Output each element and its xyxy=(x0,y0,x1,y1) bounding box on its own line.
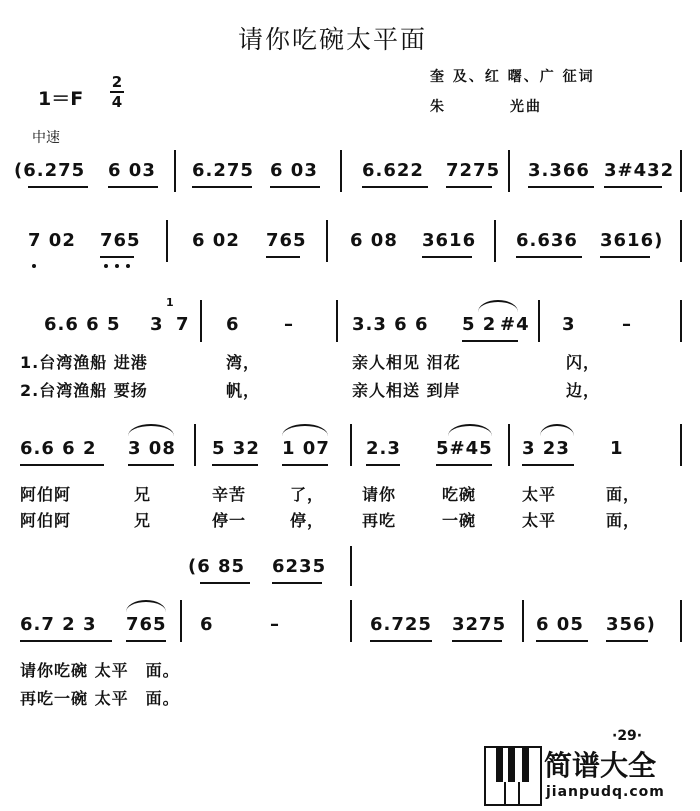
slur xyxy=(128,424,174,436)
slur xyxy=(126,600,166,612)
beam xyxy=(362,186,428,188)
note-group: 765 xyxy=(126,614,167,635)
lyricist-credit: 奎 及、红 曙、广 征词 xyxy=(430,69,595,85)
beam xyxy=(200,582,250,584)
beam xyxy=(20,640,112,642)
beam xyxy=(536,640,588,642)
dash: – xyxy=(270,614,280,635)
watermark-logo xyxy=(484,744,696,806)
time-signature xyxy=(110,74,124,110)
slur xyxy=(282,424,328,436)
note: 1 xyxy=(610,438,624,459)
note-group: 6235 xyxy=(272,556,327,577)
bar-line xyxy=(680,424,682,466)
note-group: 5 32 xyxy=(212,438,260,459)
note: 3 xyxy=(562,314,576,335)
note: #4 xyxy=(500,314,530,335)
bar-line xyxy=(194,424,196,466)
lyric-verse-2: 面， xyxy=(606,511,641,530)
lyric-verse-2: 太平 xyxy=(522,511,557,530)
note-group: 6.6 6 2 xyxy=(20,438,97,459)
beam xyxy=(282,464,328,466)
bar-line xyxy=(680,220,682,262)
lyric-verse-1: 阿伯阿 xyxy=(20,485,72,504)
note-group: 5#45 xyxy=(436,438,493,459)
lyric-verse-1: 1.台湾渔船 进港 xyxy=(20,353,148,372)
watermark-url: jianpudq.com xyxy=(546,784,665,800)
beam xyxy=(192,186,252,188)
bar-line xyxy=(680,600,682,642)
lyric-verse-2: 再吃 xyxy=(362,511,397,530)
note-group: 3616) xyxy=(600,230,664,251)
lyric-verse-1: 湾， xyxy=(226,353,261,372)
lyric-verse-1: 闪， xyxy=(566,353,601,372)
bar-line xyxy=(350,600,352,642)
beam xyxy=(270,186,320,188)
beam xyxy=(528,186,594,188)
note-group: 5 2 xyxy=(462,314,497,335)
beam xyxy=(100,256,134,258)
beam xyxy=(462,340,518,342)
bar-line xyxy=(508,150,510,192)
note-group: 6 03 xyxy=(270,160,318,181)
beam xyxy=(370,640,432,642)
lyric-verse-2: 再吃一碗 太平 面。 xyxy=(20,689,180,708)
beam xyxy=(606,640,648,642)
bar-line xyxy=(340,150,342,192)
note-group: 356) xyxy=(606,614,656,635)
note-group: 3275 xyxy=(452,614,507,635)
note-group: 765 xyxy=(100,230,141,251)
bar-line xyxy=(350,424,352,466)
lyric-verse-2: 阿伯阿 xyxy=(20,511,72,530)
beam xyxy=(604,186,662,188)
note: 3 xyxy=(150,314,164,335)
beam xyxy=(446,186,492,188)
lyric-verse-2: 帆， xyxy=(226,381,261,400)
note-group: 7275 xyxy=(446,160,501,181)
note-group: 765 xyxy=(266,230,307,251)
bar-line xyxy=(350,546,352,586)
beam xyxy=(108,186,158,188)
beam xyxy=(272,582,322,584)
bar-line xyxy=(538,300,540,342)
key-signature: 1＝F xyxy=(38,88,84,110)
note-group: 3#432 xyxy=(604,160,675,181)
note-group: 1 07 xyxy=(282,438,330,459)
beam xyxy=(422,256,472,258)
beam xyxy=(366,464,400,466)
lyric-verse-2: 边， xyxy=(566,381,601,400)
beam xyxy=(516,256,582,258)
low-octave-dot xyxy=(32,264,36,268)
beam xyxy=(212,464,258,466)
note-group: 6 02 xyxy=(192,230,240,251)
note-group: 6.275 xyxy=(192,160,254,181)
beam xyxy=(436,464,492,466)
lyric-verse-1: 兄 xyxy=(134,485,152,504)
tempo-marking: 中速 xyxy=(32,130,60,146)
lyric-verse-2: 停一 xyxy=(212,511,247,530)
low-octave-dot xyxy=(126,264,130,268)
bar-line xyxy=(336,300,338,342)
bar-line xyxy=(494,220,496,262)
song-title: 请你吃碗太平面 xyxy=(238,25,428,54)
lyric-verse-1: 了， xyxy=(290,485,325,504)
note-group: (6 85 xyxy=(188,556,246,577)
grace-note: 1 xyxy=(166,296,174,309)
bar-line xyxy=(174,150,176,192)
piano-keys-icon xyxy=(484,746,542,806)
note-group: 3.3 6 6 xyxy=(352,314,429,335)
bar-line xyxy=(508,424,510,466)
bar-line xyxy=(200,300,202,342)
beam xyxy=(452,640,502,642)
note-group: 6.622 xyxy=(362,160,424,181)
note-group: 2.3 xyxy=(366,438,401,459)
low-octave-dot xyxy=(104,264,108,268)
lyric-verse-1: 亲人相见 泪花 xyxy=(352,353,461,372)
note-group: 6 03 xyxy=(108,160,156,181)
low-octave-dot xyxy=(115,264,119,268)
lyric-verse-2: 兄 xyxy=(134,511,152,530)
note: 7 xyxy=(176,314,190,335)
slur xyxy=(448,424,492,436)
beam xyxy=(126,640,166,642)
note-group: 3616 xyxy=(422,230,477,251)
note-group: 3 23 xyxy=(522,438,570,459)
note-group: 6 08 xyxy=(350,230,398,251)
lyric-verse-1: 吃碗 xyxy=(442,485,477,504)
lyric-verse-2: 一碗 xyxy=(442,511,477,530)
note-group: (6.275 xyxy=(14,160,86,181)
time-signature-bottom: 4 xyxy=(111,93,123,111)
note-group: 6.7 2 3 xyxy=(20,614,97,635)
lyric-verse-2: 亲人相送 到岸 xyxy=(352,381,461,400)
beam xyxy=(522,464,574,466)
beam xyxy=(20,464,104,466)
lyric-verse-1: 面， xyxy=(606,485,641,504)
note-group: 6.6 6 5 xyxy=(44,314,121,335)
note-group: 7 02 xyxy=(28,230,76,251)
lyric-verse-2: 2.台湾渔船 要扬 xyxy=(20,381,148,400)
note: 6 xyxy=(200,614,214,635)
slur xyxy=(540,424,574,436)
bar-line xyxy=(180,600,182,642)
lyric-verse-1: 辛苦 xyxy=(212,485,247,504)
lyric-verse-1: 请你 xyxy=(362,485,397,504)
bar-line xyxy=(326,220,328,262)
lyric-verse-2: 停， xyxy=(290,511,325,530)
slur xyxy=(478,300,518,312)
bar-line xyxy=(522,600,524,642)
dash: – xyxy=(622,314,632,335)
note-group: 3.366 xyxy=(528,160,590,181)
lyric-verse-1: 太平 xyxy=(522,485,557,504)
watermark-name: 简谱大全 xyxy=(544,749,657,782)
bar-line xyxy=(166,220,168,262)
bar-line xyxy=(680,150,682,192)
page-number: ·29· xyxy=(612,728,643,744)
note-group: 6.636 xyxy=(516,230,578,251)
dash: – xyxy=(284,314,294,335)
note-group: 6.725 xyxy=(370,614,432,635)
bar-line xyxy=(680,300,682,342)
beam xyxy=(128,464,174,466)
beam xyxy=(600,256,650,258)
composer-credit: 朱 光曲 xyxy=(430,99,542,115)
beam xyxy=(28,186,88,188)
note: 6 xyxy=(226,314,240,335)
beam xyxy=(266,256,300,258)
lyric-verse-1: 请你吃碗 太平 面。 xyxy=(20,661,180,680)
note-group: 3 08 xyxy=(128,438,176,459)
time-signature-top: 2 xyxy=(111,73,123,91)
note-group: 6 05 xyxy=(536,614,584,635)
